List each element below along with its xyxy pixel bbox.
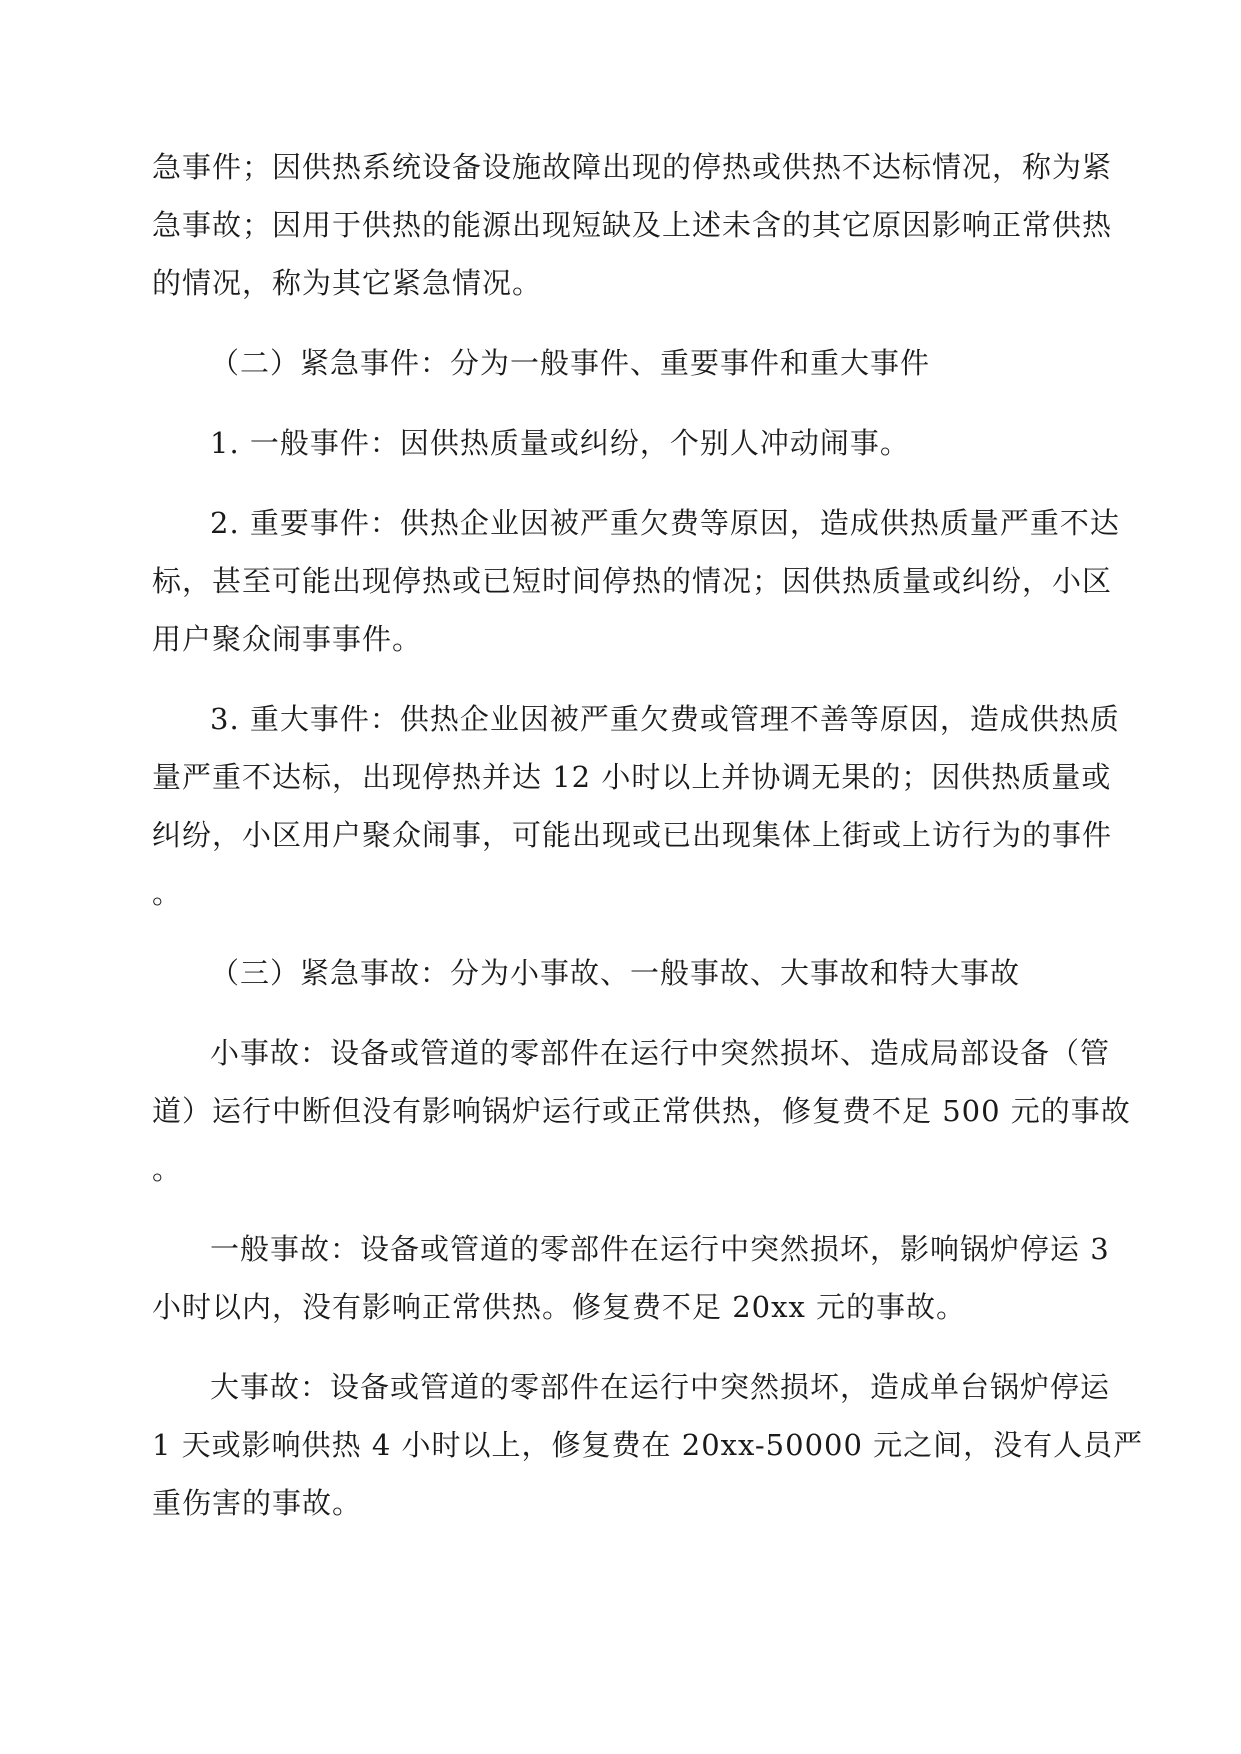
text-line: 用户聚众闹事事件。: [152, 622, 423, 656]
text-line: 量严重不达标，出现停热并达 12 小时以上并协调无果的；因供热质量或: [152, 760, 1112, 794]
text-line: 。: [152, 1152, 183, 1186]
paragraph-emergency-definitions: [152, 138, 1113, 312]
paragraph-general-event: [152, 414, 1092, 472]
paragraph-major-event: [152, 690, 1120, 922]
text-line: 纠纷，小区用户聚众闹事，可能出现或已出现集体上街或上访行为的事件: [152, 818, 1113, 852]
paragraph-general-accident: [152, 1220, 1110, 1336]
text-line: 标，甚至可能出现停热或已短时间停热的情况；因供热质量或纠纷，小区: [152, 564, 1113, 598]
text-line: 道）运行中断但没有影响锅炉运行或正常供热，修复费不足 500 元的事故: [152, 1094, 1131, 1128]
text-line: 2. 重要事件：供热企业因被严重欠费等原因，造成供热质量严重不达: [210, 506, 1120, 540]
text-line: 急事故；因用于供热的能源出现短缺及上述未含的其它原因影响正常供热: [152, 208, 1113, 242]
text-line: 。: [152, 876, 183, 910]
text-line: （三）紧急事故：分为小事故、一般事故、大事故和特大事故: [210, 956, 1021, 990]
text-line: 重伤害的事故。: [152, 1486, 363, 1520]
document-body: [152, 138, 1144, 1532]
paragraph-important-event: [152, 494, 1120, 668]
paragraph-minor-accident: [152, 1024, 1131, 1198]
text-line: 的情况，称为其它紧急情况。: [152, 266, 543, 300]
text-line: 小事故：设备或管道的零部件在运行中突然损坏、造成局部设备（管: [210, 1036, 1111, 1070]
text-line: 急事件；因供热系统设备设施故障出现的停热或供热不达标情况，称为紧: [152, 150, 1113, 184]
paragraph-large-accident: [152, 1358, 1144, 1532]
text-line: （二）紧急事件：分为一般事件、重要事件和重大事件: [210, 346, 931, 380]
text-line: 3. 重大事件：供热企业因被严重欠费或管理不善等原因，造成供热质: [210, 702, 1120, 736]
text-line: 一般事故：设备或管道的零部件在运行中突然损坏，影响锅炉停运 3: [210, 1232, 1110, 1266]
text-line: 大事故：设备或管道的零部件在运行中突然损坏，造成单台锅炉停运: [210, 1370, 1111, 1404]
text-line: 1 天或影响供热 4 小时以上，修复费在 20xx-50000 元之间，没有人员严: [152, 1428, 1144, 1462]
section-heading-emergency-events: [152, 334, 1092, 392]
text-line: 小时以内，没有影响正常供热。修复费不足 20xx 元的事故。: [152, 1290, 967, 1324]
section-heading-emergency-accidents: [152, 944, 1092, 1002]
text-line: 1. 一般事件：因供热质量或纠纷，个别人冲动闹事。: [210, 426, 910, 460]
